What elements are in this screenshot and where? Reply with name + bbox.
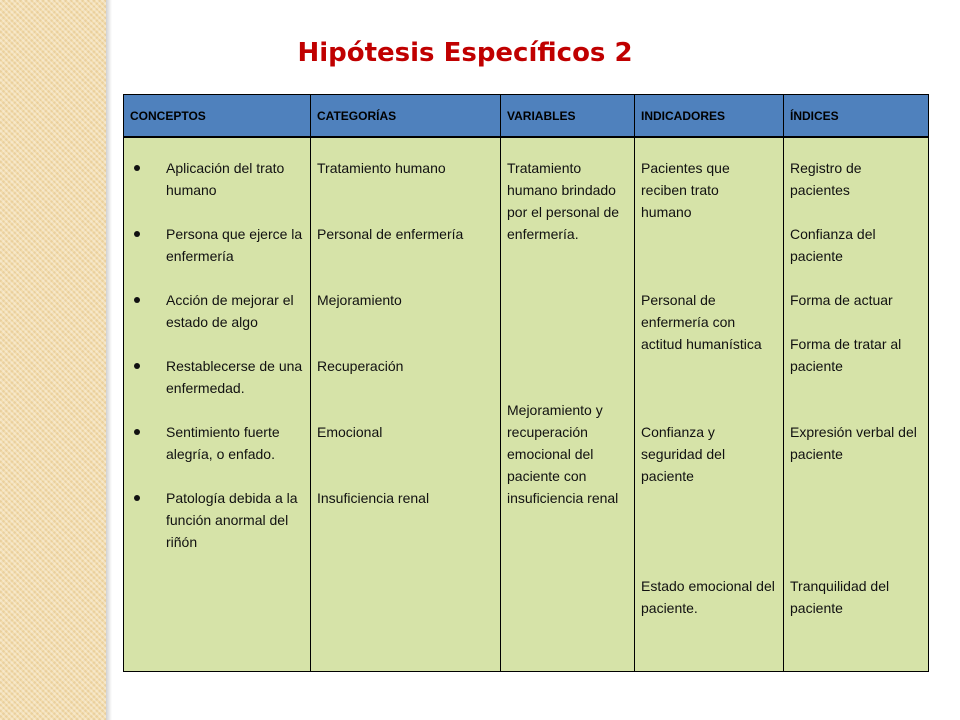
header-indicadores: INDICADORES [635, 95, 784, 138]
concept-item [134, 487, 308, 553]
variables-cell [501, 137, 635, 672]
index-item: Confianza del paciente [790, 226, 876, 264]
header-variables: VARIABLES [501, 95, 635, 138]
indicator-item: Pacientes que reciben trato humano [641, 160, 730, 220]
concept-text: Aplicación del trato humano [166, 160, 285, 198]
concept-item [134, 289, 308, 333]
indicator-item: Confianza y seguridad del paciente [641, 424, 726, 484]
table-header-row [124, 95, 929, 138]
conceptos-cell [124, 137, 311, 672]
indicator-item: Estado emocional del paciente. [641, 578, 775, 616]
bullet-icon [134, 165, 140, 171]
header-indices: ÍNDICES [784, 95, 929, 138]
bullet-icon [134, 429, 140, 435]
bullet-icon [134, 363, 140, 369]
side-strip-shadow [106, 0, 112, 720]
categorias-cell [311, 137, 501, 672]
concept-item [134, 157, 308, 201]
indicator-item: Personal de enfermería con actitud humanística [641, 292, 762, 352]
header-conceptos: CONCEPTOS [124, 95, 311, 138]
concept-text: Patología debida a la función anormal del riñón [166, 490, 298, 550]
indices-cell [784, 137, 929, 672]
index-item: Forma de tratar al paciente [790, 336, 902, 374]
slide-title: Hipótesis Específicos 2 [297, 38, 633, 68]
category-item: Recuperación [317, 358, 404, 374]
bullet-icon [134, 297, 140, 303]
index-item: Tranquilidad del paciente [790, 578, 890, 616]
index-item: Forma de actuar [790, 292, 893, 308]
bullet-icon [134, 231, 140, 237]
category-item: Personal de enfermería [317, 226, 464, 242]
concept-item [134, 355, 308, 399]
concept-text: Sentimiento fuerte alegría, o enfado. [166, 424, 280, 462]
index-item: Expresión verbal del paciente [790, 424, 917, 462]
category-item: Mejoramiento [317, 292, 402, 308]
concept-item [134, 421, 308, 465]
category-item: Tratamiento humano [317, 160, 446, 176]
category-item: Insuficiencia renal [317, 490, 430, 506]
table-row [124, 137, 929, 672]
variable-item: Tratamiento humano brindado por el personal de enfermería. [507, 160, 620, 242]
bullet-icon [134, 495, 140, 501]
header-categorias: CATEGORÍAS [311, 95, 501, 138]
indicadores-cell [635, 137, 784, 672]
concept-text: Acción de mejorar el estado de algo [166, 292, 294, 330]
concept-item [134, 223, 308, 267]
index-item: Registro de pacientes [790, 160, 862, 198]
variable-item: Mejoramiento y recuperación emocional del paciente con insuficiencia renal [507, 402, 619, 506]
decorative-side-strip [0, 0, 106, 720]
category-item: Emocional [317, 424, 383, 440]
hypothesis-table [123, 94, 929, 672]
concept-text: Persona que ejerce la enfermería [166, 226, 303, 264]
concept-text: Restablecerse de una enfermedad. [166, 358, 303, 396]
